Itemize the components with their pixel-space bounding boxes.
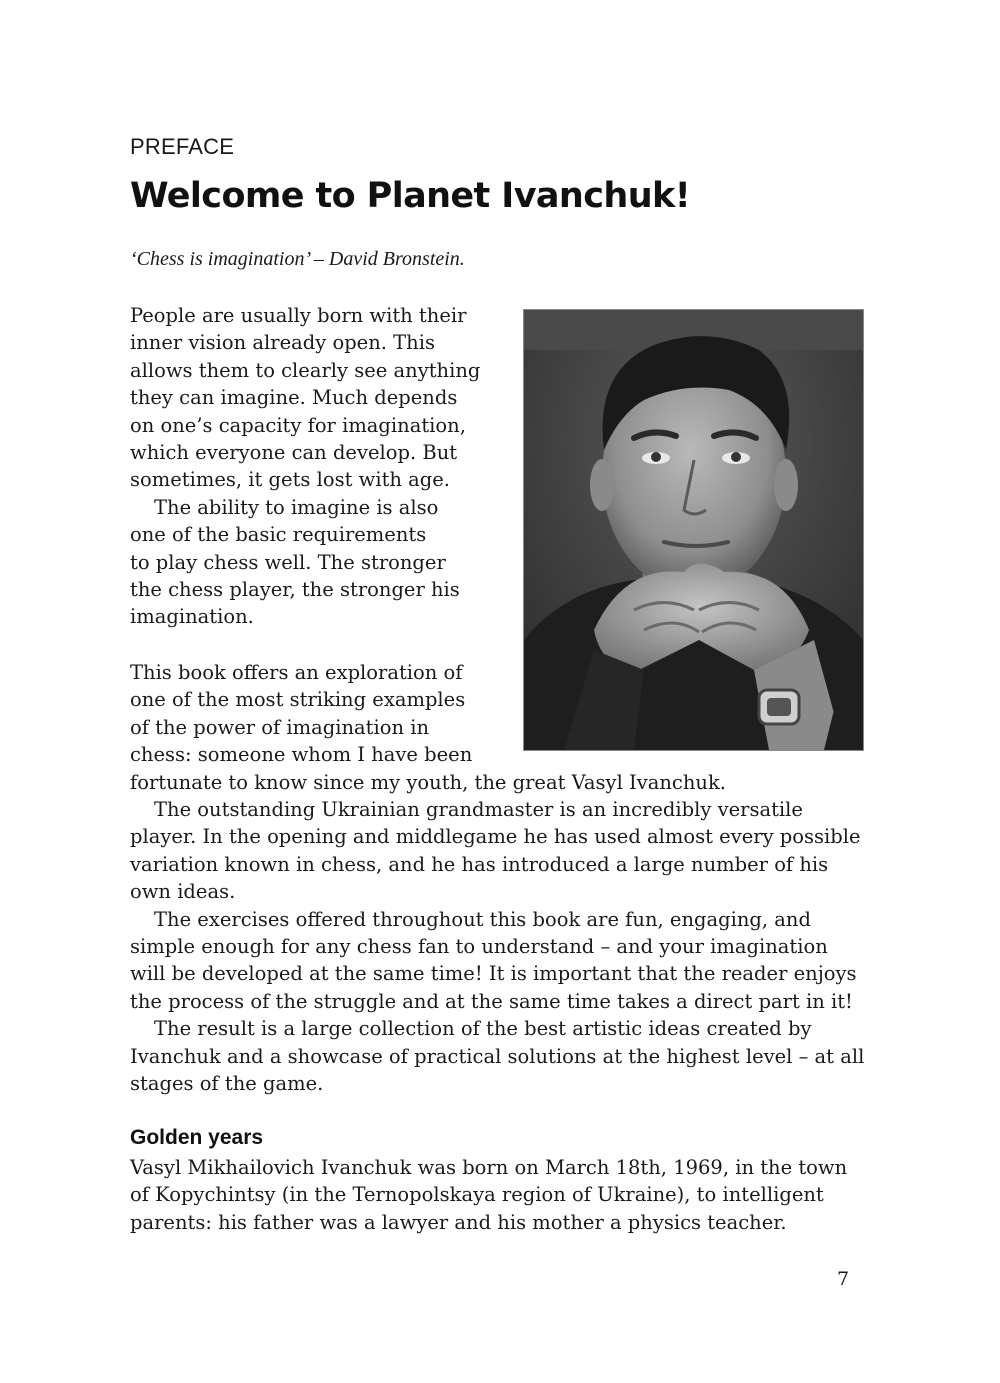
text-line: chess: someone whom I have been <box>130 743 473 767</box>
text-line: to play chess well. The stronger <box>130 550 446 574</box>
text-line: one of the basic requirements <box>130 523 427 547</box>
epigraph: ‘Chess is imagination’ – David Bronstein. <box>130 248 465 270</box>
text-line: of the power of imagination in <box>130 715 430 739</box>
text-line: imagination. <box>130 605 254 629</box>
text-line: of Kopychintsy (in the Ternopolskaya region of Ukraine), to intelligent <box>130 1183 824 1207</box>
page-number: 7 <box>837 1268 850 1290</box>
text-line: allows them to clearly see anything <box>130 358 481 382</box>
text-line: The ability to imagine is also <box>154 495 439 519</box>
portrait-photo <box>523 309 864 751</box>
text-line: fortunate to know since my youth, the great Vasyl Ivanchuk. <box>130 770 726 794</box>
text-line: variation known in chess, and he has introduced a large number of his <box>130 852 829 876</box>
text-line: inner vision already open. This <box>130 331 435 355</box>
text-line: the chess player, the stronger his <box>130 578 460 602</box>
text-line: This book offers an exploration of <box>130 661 463 684</box>
text-line: sometimes, it gets lost with age. <box>130 468 451 492</box>
text-line: they can imagine. Much depends <box>130 386 458 410</box>
text-line: stages of the game. <box>130 1072 324 1096</box>
text-line: parents: his father was a lawyer and his mother a physics teacher. <box>130 1210 787 1234</box>
text-line: will be developed at the same time! It is important that the reader enjoys <box>130 962 857 986</box>
text-line: on one’s capacity for imagination, <box>130 413 466 437</box>
text-line: Vasyl Mikhailovich Ivanchuk was born on March 18th, 1969, in the town <box>130 1156 848 1179</box>
text-line: Ivanchuk and a showcase of practical solutions at the highest level – at all <box>130 1044 865 1068</box>
chapter-title: Welcome to Planet Ivanchuk! <box>130 176 691 216</box>
golden-years-paragraph <box>130 1154 847 1236</box>
text-line: The exercises offered throughout this book are fun, engaging, and <box>154 907 811 931</box>
text-line: People are usually born with their <box>130 304 467 327</box>
text-line: one of the most striking examples <box>130 688 466 712</box>
text-line: which everyone can develop. But <box>130 441 458 465</box>
portrait-photo-icon <box>524 310 863 750</box>
text-line: The outstanding Ukrainian grandmaster is an incredibly versatile <box>154 798 803 822</box>
text-line: simple enough for any chess fan to understand – and your imagination <box>130 935 828 959</box>
book-page <box>130 0 865 1383</box>
text-line: own ideas. <box>130 880 236 904</box>
section-label: PREFACE <box>130 134 235 159</box>
text-line: The result is a large collection of the best artistic ideas created by <box>154 1017 812 1041</box>
text-line: the process of the struggle and at the same time takes a direct part in it! <box>130 989 853 1013</box>
section-subheading: Golden years <box>130 1126 264 1149</box>
text-line: player. In the opening and middlegame he has used almost every possible <box>130 825 861 849</box>
intro-paragraphs <box>130 302 480 631</box>
